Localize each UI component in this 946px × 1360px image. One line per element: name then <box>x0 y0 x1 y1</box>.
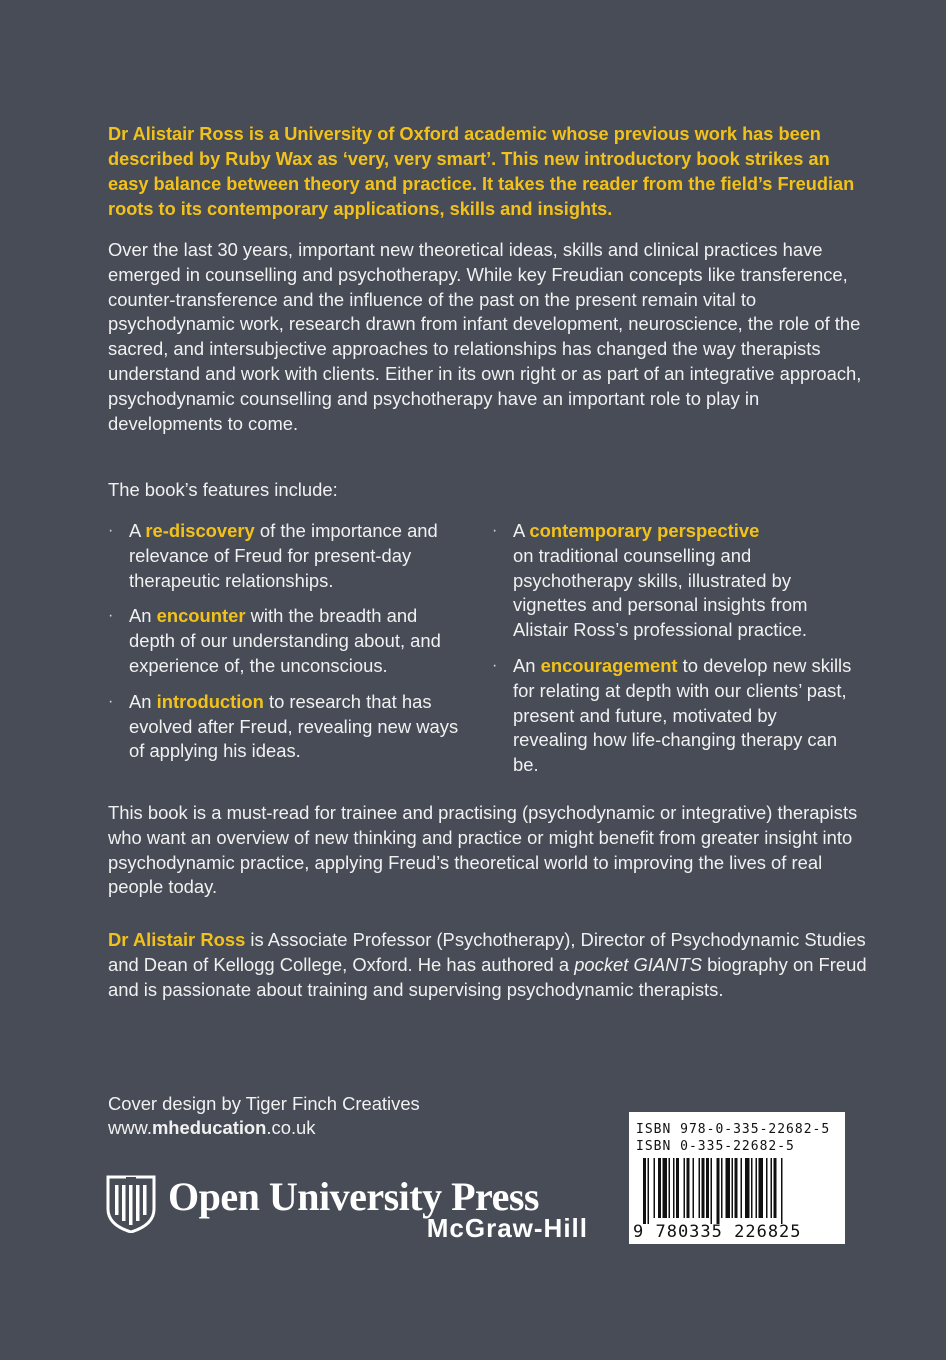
isbn-13: ISBN 978-0-335-22682-5 <box>636 1122 831 1137</box>
publisher-name: Open University Press <box>168 1174 539 1219</box>
barcode-bar <box>781 1158 783 1224</box>
barcode-bar <box>673 1158 675 1218</box>
book-series-title: pocket GIANTS <box>574 953 702 975</box>
barcode-bar <box>735 1158 738 1218</box>
audience-paragraph: This book is a must-read for trainee and practising (psychodynamic or integrative) therapists who want an overview of new thinking and practice or might benefit from greater insight into psychodynamic practice, applying Freud’s theoretical world to improving the lives of real people today. <box>108 802 858 898</box>
description-paragraph: Over the last 30 years, important new theoretical ideas, skills and clinical practices have emerged in counselling and psychotherapy. While key Freudian concepts like transference, counter-transference and the influence of the past on the present remain vital to psychodynamic work, research drawn from infant development, neuroscience, the role of the sacred, and intersubjective approaches to relationships has changed the way therapists understand and work with clients. Either in its own right or as part of an integrative approach, psychodynamic counselling and psychotherapy have an important role to play in developments to come. <box>108 239 862 434</box>
cover-credit: Cover design by Tiger Finch Creatives <box>108 1093 420 1114</box>
isbn-10: ISBN 0-335-22682-5 <box>636 1139 795 1154</box>
website-link[interactable]: www.mheducation.co.uk <box>108 1117 316 1138</box>
barcode-bar <box>711 1158 713 1224</box>
barcode-bar <box>684 1158 686 1218</box>
barcode-bar <box>717 1158 720 1224</box>
barcode-bar <box>693 1158 695 1218</box>
feature-highlight: encounter <box>156 605 246 627</box>
barcode-bar <box>687 1158 690 1218</box>
barcode-bar <box>721 1158 723 1218</box>
barcode-bar <box>658 1158 661 1218</box>
features-column-left <box>108 519 468 775</box>
bullet-icon: · <box>108 522 114 539</box>
feature-item: · A re-discovery of the importance and relevance of Freud for present-day therapeutic relationships. <box>108 520 438 591</box>
barcode-bar <box>654 1158 656 1218</box>
bullet-icon: · <box>492 656 498 674</box>
bullet-icon: · <box>492 522 498 539</box>
barcode-bar <box>741 1158 743 1218</box>
barcode-bar <box>771 1158 773 1218</box>
feature-item: · An encouragement to develop new skills for relating at depth with our clients’ past, present and future, motivated by revealing how life-changing therapy can be. <box>492 654 852 776</box>
barcode-bar <box>663 1158 668 1218</box>
publisher-imprint: McGraw-Hill <box>426 1213 588 1243</box>
barcode-bar <box>669 1158 671 1218</box>
feature-highlight: contemporary perspective <box>529 520 760 541</box>
author-name: Dr Alistair Ross <box>108 929 246 950</box>
barcode-bar <box>774 1158 777 1218</box>
intro-blurb: Dr Alistair Ross is a University of Oxford academic whose previous work has been described by Ruby Wax as ‘very, very smart’. This new introductory book strikes an easy balance between theory and practice. It takes the reader from the field’s Freudian roots to its contemporary applications, skills and insights. <box>108 124 855 219</box>
barcode-bar <box>766 1158 768 1218</box>
barcode-bar <box>643 1158 646 1224</box>
feature-highlight: encouragement <box>540 654 678 676</box>
bullet-icon: · <box>108 607 114 625</box>
barcode-bar <box>699 1158 701 1218</box>
features-heading: The book’s features include: <box>108 479 338 500</box>
barcode-bar <box>706 1158 709 1218</box>
feature-item: · An encounter with the breadth and depth of our understanding about, and experience of, the unconscious. <box>108 605 441 676</box>
features-column-right <box>492 519 852 789</box>
shield-icon <box>106 1175 156 1233</box>
feature-highlight: re-discovery <box>145 520 255 541</box>
barcode-bar <box>732 1158 734 1218</box>
feature-item: · A contemporary perspective on traditional counselling and psychotherapy skills, illustrated by vignettes and personal insights from Alistair Ross’s professional practice. <box>492 520 808 641</box>
barcode-bar <box>726 1158 731 1218</box>
barcode-bar <box>751 1158 753 1218</box>
feature-item: · An introduction to research that has evolved after Freud, revealing new ways of applying his ideas. <box>108 690 459 762</box>
isbn-barcode <box>629 1112 845 1244</box>
barcode-number: 9 780335 226825 <box>633 1222 802 1242</box>
feature-highlight: introduction <box>156 690 264 712</box>
barcode-bar <box>759 1158 764 1218</box>
barcode-bar <box>745 1158 750 1218</box>
barcode-bar <box>648 1158 650 1224</box>
author-bio: Dr Alistair Ross is Associate Professor (Psychotherapy), Director of Psychodynamic Studies and Dean of Kellogg College, Oxford. He has authored a pocket GIANTS biography on Freud and is passionate about training and supervising psychodynamic therapists. <box>108 929 867 1000</box>
bullet-icon: · <box>108 692 114 710</box>
barcode-bar <box>756 1158 758 1218</box>
publisher-logo <box>106 1175 596 1245</box>
barcode-bar <box>702 1158 705 1218</box>
barcode-bar <box>676 1158 679 1218</box>
